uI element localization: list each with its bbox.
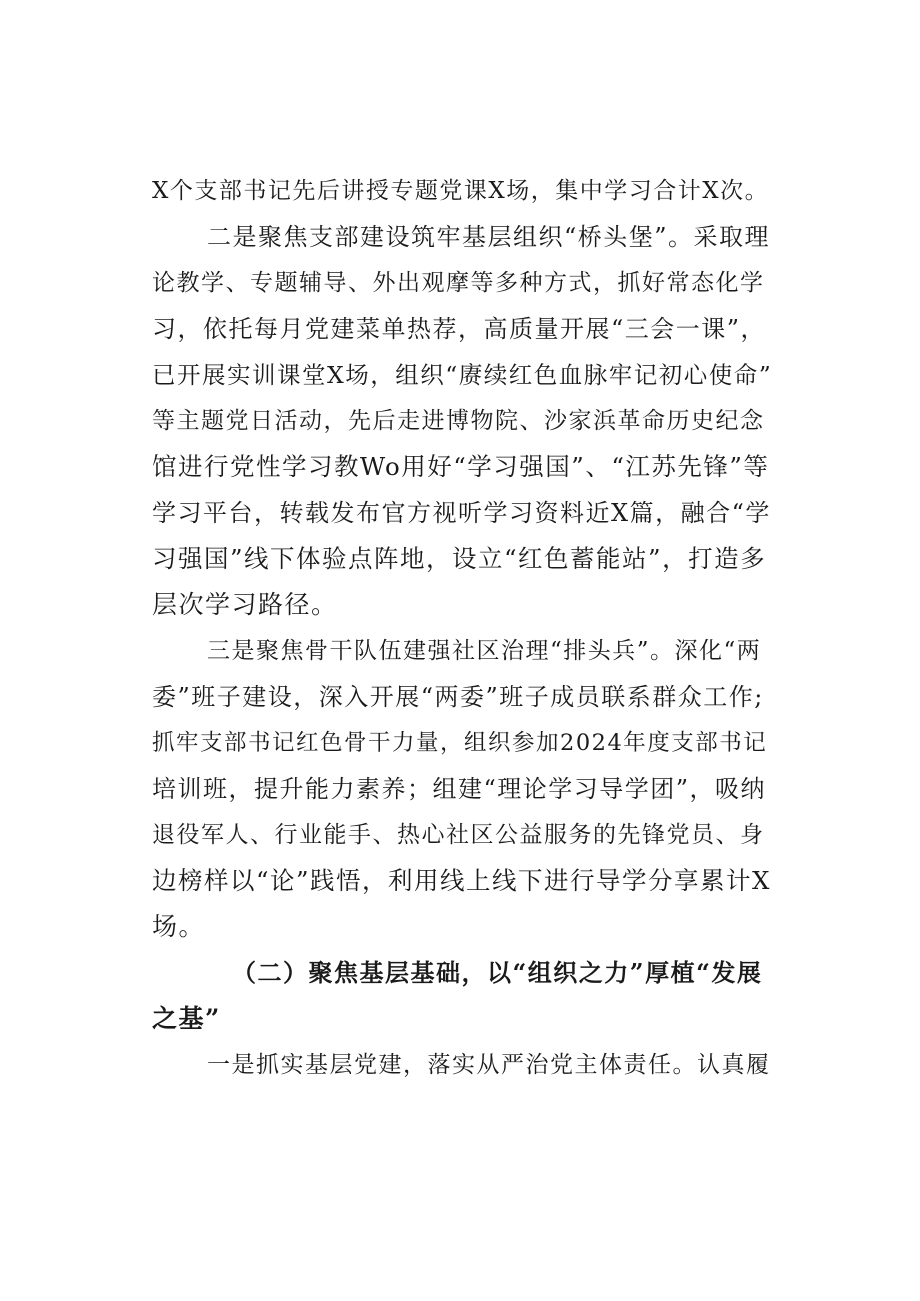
text-line: 边榜样以“论”践悟，利用线上线下进行导学分享累计X xyxy=(152,866,771,895)
text-line: X个支部书记先后讲授专题党课X场，集中学习合计X次。 xyxy=(152,178,770,204)
text-line: 抓牢支部书记红色骨干力量，组织参加2024年度支部书记 xyxy=(152,730,768,756)
paragraph-start-line: 一是抓实基层党建，落实从严治党主体责任。认真履 xyxy=(207,1052,771,1078)
text-line: 场。 xyxy=(152,912,206,941)
text-line: 习，依托每月党建菜单热荐，高质量开展“三会一课”， xyxy=(152,315,767,343)
text-line: 馆进行党性学习教Wo用好“学习强国”、“江苏先锋”等 xyxy=(152,452,770,481)
paragraph-start-line: 三是聚焦骨干队伍建强社区治理“排头兵”。深化“两 xyxy=(207,638,762,664)
section-heading: （二）聚焦基层基础，以“组织之力”厚植“发展 xyxy=(232,958,763,987)
text-line: 论教学、专题辅导、外出观摩等多种方式，抓好常态化学 xyxy=(152,270,765,296)
document-body xyxy=(152,168,772,1088)
text-line: 学习平台，转载发布官方视听学习资料近X篇，融合“学 xyxy=(152,499,771,527)
text-line: 培训班，提升能力素养；组建“理论学习导学团”，吸纳 xyxy=(152,775,767,803)
section-heading-continued: 之基” xyxy=(152,1004,221,1033)
text-line: 委”班子建设，深入开展“两委”班子成员联系群众工作; xyxy=(152,683,764,711)
paragraph-start-line: 二是聚焦支部建设筑牢基层组织“桥头堡”。采取理 xyxy=(207,223,771,251)
text-line: 层次学习路径。 xyxy=(152,590,338,619)
text-line: 等主题党日活动，先后走进博物院、沙家浜革命历史纪念 xyxy=(152,408,765,434)
text-line: 已开展实训课堂X场，组织“赓续红色血脉牢记初心使命” xyxy=(152,361,773,389)
text-line: 习强国”线下体验点阵地，设立“红色蓄能站”，打造多 xyxy=(152,544,767,573)
text-line: 退役军人、行业能手、热心社区公益服务的先锋党员、身 xyxy=(152,822,765,848)
